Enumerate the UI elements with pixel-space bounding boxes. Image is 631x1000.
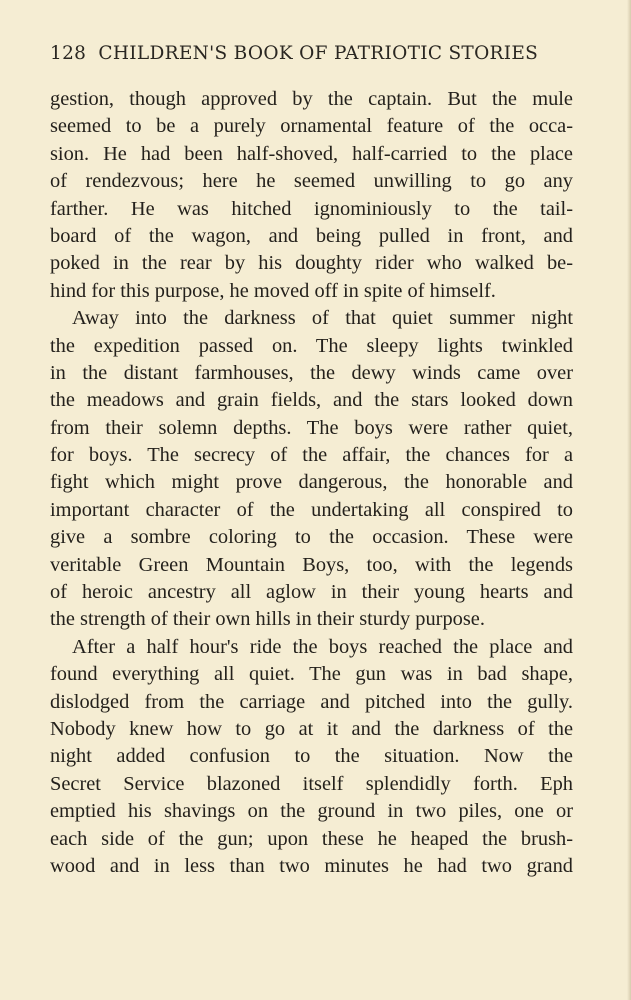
text-line: fight which might prove dangerous, the honorable and [50,471,573,494]
text-line: the strength of their own hills in their sturdy purpose. [50,608,485,631]
text-line: board of the wagon, and being pulled in front, and [50,224,573,247]
page-number: 128 [50,43,87,64]
text-line: important character of the undertaking all conspired to [50,498,573,521]
text-line: farther. He was hitched ignominiously to the tail- [50,197,573,220]
text-line: of heroic ancestry all aglow in their young hearts and [50,581,573,604]
text-line: dislodged from the carriage and pitched into the gully. [50,690,573,713]
text-line: found everything all quiet. The gun was in bad shape, [50,663,573,686]
text-line: Secret Service blazoned itself splendidly forth. Eph [50,772,573,795]
text-line: veritable Green Mountain Boys, too, with the legends [50,553,573,576]
body-text [50,86,573,880]
text-line: night added confusion to the situation. Now the [50,745,573,768]
text-line: seemed to be a purely ornamental feature of the occa- [50,115,573,138]
text-line: emptied his shavings on the ground in two piles, one or [50,800,573,823]
text-line: poked in the rear by his doughty rider who walked be- [50,252,573,275]
text-line: in the distant farmhouses, the dewy winds came over [50,361,573,384]
paragraph-first-line: After a half hour's ride the boys reached the place and [72,635,573,658]
text-line: sion. He had been half-shoved, half-carried to the place [50,142,573,165]
text-line: Nobody knew how to go at it and the darkness of the [50,717,573,740]
text-line: give a sombre coloring to the occasion. These were [50,526,573,549]
text-line: wood and in less than two minutes he had two grand [50,854,573,877]
text-line: of rendezvous; here he seemed unwilling to go any [50,170,573,193]
text-line: gestion, though approved by the captain. But the mule [50,88,573,110]
text-line: the expedition passed on. The sleepy lights twinkled [50,334,573,357]
running-head [50,43,580,64]
text-line: for boys. The secrecy of the affair, the chances for a [50,444,573,467]
text-line: the meadows and grain fields, and the stars looked down [50,389,573,412]
text-line: hind for this purpose, he moved off in spite of himself. [50,279,496,302]
text-line: from their solemn depths. The boys were rather quiet, [50,416,573,439]
text-line: each side of the gun; upon these he heaped the brush- [50,827,573,850]
paragraph-first-line: Away into the darkness of that quiet summer night [72,307,573,330]
book-title: CHILDREN'S BOOK OF PATRIOTIC STORIES [98,43,539,64]
